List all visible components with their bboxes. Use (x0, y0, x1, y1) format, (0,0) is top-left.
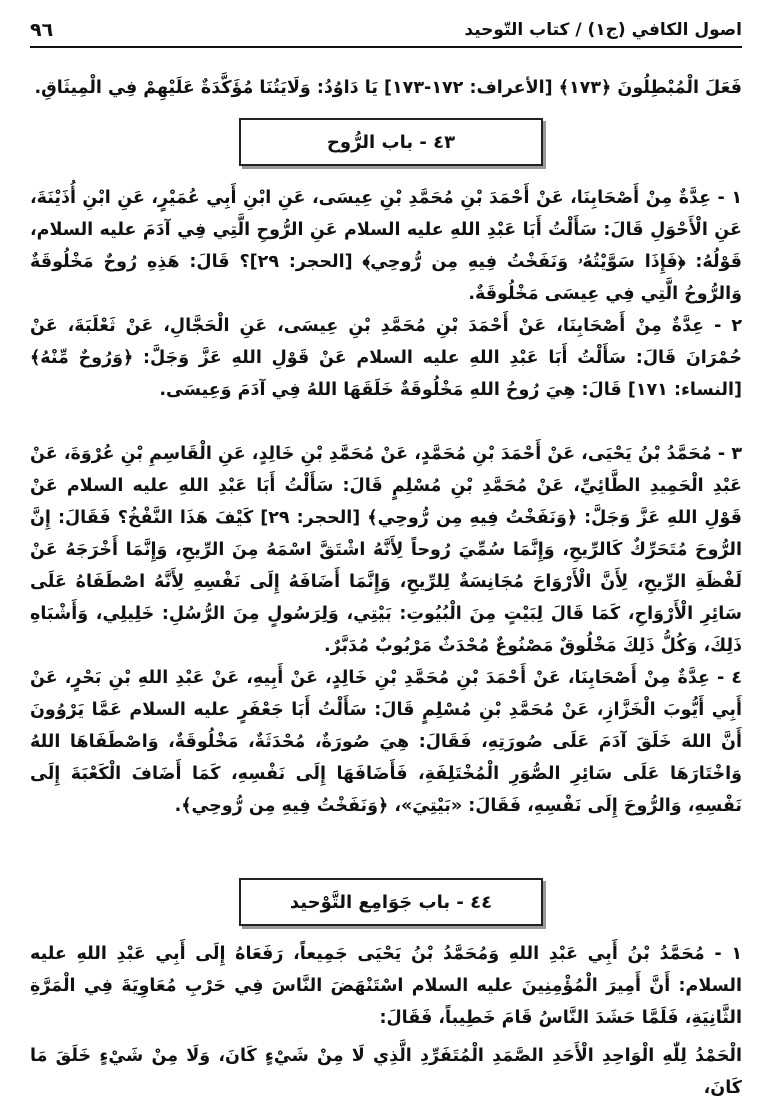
hadith-43-1: ١ - عِدَّةٌ مِنْ أَصْحَابِنَا، عَنْ أَحْمَدَ بْنِ مُحَمَّدِ بْنِ عِيسَى، عَنِ ابْنِ أَبِي عُمَيْرٍ، عَنِ ابْنِ أُذَيْنَةَ، عَنِ الْأَحْوَلِ قَالَ: سَأَلْتُ أَبَا عَبْدِ اللهِ عليه السلام عَنِ الرُّوحِ الَّتِي فِي آدَمَ عليه السلام، قَوْلُهُ: ﴿فَإِذَا سَوَّيْتُهُۥ وَنَفَخْتُ فِيهِ مِن رُّوحِي﴾ [الحجر: ٢٩]؟ قَالَ: هَذِهِ رُوحٌ مَخْلُوقَةٌ وَالرُّوحُ الَّتِي فِي عِيسَى مَخْلُوقَةٌ. (30, 188, 742, 304)
page-number: ٩٦ (30, 19, 54, 41)
sermon-opening: الْحَمْدُ لِلّٰهِ الْوَاحِدِ الْأَحَدِ الصَّمَدِ الْمُتَفَرِّدِ الَّذِي لَا مِنْ شَيْءٍ كَانَ، وَلَا مِنْ شَيْءٍ خَلَقَ مَا كَانَ، (30, 1046, 742, 1098)
hadith-43-4: ٤ - عِدَّةٌ مِنْ أَصْحَابِنَا، عَنْ أَحْمَدَ بْنِ مُحَمَّدِ بْنِ خَالِدٍ، عَنْ أَبِيهِ، عَنْ عَبْدِ اللهِ بْنِ بَحْرٍ، عَنْ أَبِي أَيُّوبَ الْخَزَّازِ، عَنْ مُحَمَّدِ بْنِ مُسْلِمٍ قَالَ: سَأَلْتُ أَبَا جَعْفَرٍ عليه السلام عَمَّا يَرْوُونَ أَنَّ اللهَ خَلَقَ آدَمَ عَلَى صُورَتِهِ، فَقَالَ: هِيَ صُورَةٌ، مُحْدَثَةٌ، مَخْلُوقَةٌ، وَاصْطَفَاهَا اللهُ وَاخْتَارَهَا عَلَى سَائِرِ الصُّوَرِ الْمُخْتَلِفَةِ، فَأَضَافَهَا إِلَى نَفْسِهِ، كَمَا أَضَافَ الْكَعْبَةَ إِلَى نَفْسِهِ، وَالرُّوحَ إِلَى نَفْسِهِ، فَقَالَ: «بَيْتِيَ»، ﴿وَنَفَخْتُ فِيهِ مِن رُّوحِي﴾. (30, 668, 742, 816)
book-page (30, 14, 742, 1104)
running-title: اصول الكافي (ج١) / كتاب التّوحيد (464, 20, 742, 40)
hadith-44-1: ١ - مُحَمَّدُ بْنُ أَبِي عَبْدِ اللهِ وَمُحَمَّدُ بْنُ يَحْيَى جَمِيعاً، رَفَعَاهُ إِلَى أَبِي عَبْدِ اللهِ عليه السلام: أَنَّ أَمِيرَ الْمُؤْمِنِينَ عليه السلام اسْتَنْهَضَ النَّاسَ فِي حَرْبِ مُعَاوِيَةَ فِي الْمَرَّةِ الثَّانِيَةِ، فَلَمَّا حَشَدَ النَّاسُ قَامَ خَطِيباً، فَقَالَ: (30, 944, 742, 1028)
chapter-44-heading (239, 878, 543, 926)
chapter-43-heading (239, 118, 543, 166)
hadith-43-2: ٢ - عِدَّةٌ مِنْ أَصْحَابِنَا، عَنْ أَحْمَدَ بْنِ مُحَمَّدِ بْنِ عِيسَى، عَنِ الْحَجَّالِ، عَنْ ثَعْلَبَةَ، عَنْ حُمْرَانَ قَالَ: سَأَلْتُ أَبَا عَبْدِ اللهِ عليه السلام عَنْ قَوْلِ اللهِ عَزَّ وَجَلَّ: ﴿وَرُوحٌ مِّنْهُ﴾ [النساء: ١٧١] قَالَ: هِيَ رُوحُ اللهِ مَخْلُوقَةٌ خَلَقَهَا اللهُ فِي آدَمَ وَعِيسَى. (30, 316, 742, 400)
intro-paragraph: فَعَلَ الْمُبْطِلُونَ ﴿١٧٣﴾ [الأعراف: ١٧٢-١٧٣] يَا دَاوُدُ: وَلَايَتُنَا مُؤَكَّدَةٌ عَلَيْهِمْ فِي الْمِيثَاقِ. (34, 78, 742, 98)
hadith-43-3: ٣ - مُحَمَّدُ بْنُ يَحْيَى، عَنْ أَحْمَدَ بْنِ مُحَمَّدٍ، عَنْ مُحَمَّدِ بْنِ خَالِدٍ، عَنِ الْقَاسِمِ بْنِ عُرْوَةَ، عَنْ عَبْدِ الْحَمِيدِ الطَّائِيِّ، عَنْ مُحَمَّدِ بْنِ مُسْلِمٍ قَالَ: سَأَلْتُ أَبَا عَبْدِ اللهِ عليه السلام عَنْ قَوْلِ اللهِ عَزَّ وَجَلَّ: ﴿وَنَفَخْتُ فِيهِ مِن رُّوحِي﴾ [الحجر: ٢٩] كَيْفَ هَذَا النَّفْخُ؟ فَقَالَ: إِنَّ الرُّوحَ مُتَحَرِّكٌ كَالرِّيحِ، وَإِنَّمَا سُمِّيَ رُوحاً لِأَنَّهُ اشْتَقَّ اسْمَهُ مِنَ الرِّيحِ، وَإِنَّمَا أَخْرَجَهُ عَنْ لَفْظَةِ الرِّيحِ، لِأَنَّ الْأَرْوَاحَ مُجَانِسَةٌ لِلرِّيحِ، وَإِنَّمَا أَضَافَهُ إِلَى نَفْسِهِ لِأَنَّهُ اصْطَفَاهُ عَلَى سَائِرِ الْأَرْوَاحِ، كَمَا قَالَ لِبَيْتٍ مِنَ الْبُيُوتِ: بَيْتِي، وَلِرَسُولٍ مِنَ الرُّسُلِ: خَلِيلِي، وَأَشْبَاهِ ذَلِكَ، وَكُلُّ ذَلِكَ مَخْلُوقٌ مَصْنُوعٌ مُحْدَثٌ مَرْبُوبٌ مُدَبَّرٌ. (30, 444, 742, 656)
chapter-44-title: ٤٤ - باب جَوَامِع التَّوْحيد (289, 891, 493, 913)
page-header (30, 14, 742, 48)
chapter-43-title: ٤٣ - باب الرُّوح (326, 131, 456, 153)
